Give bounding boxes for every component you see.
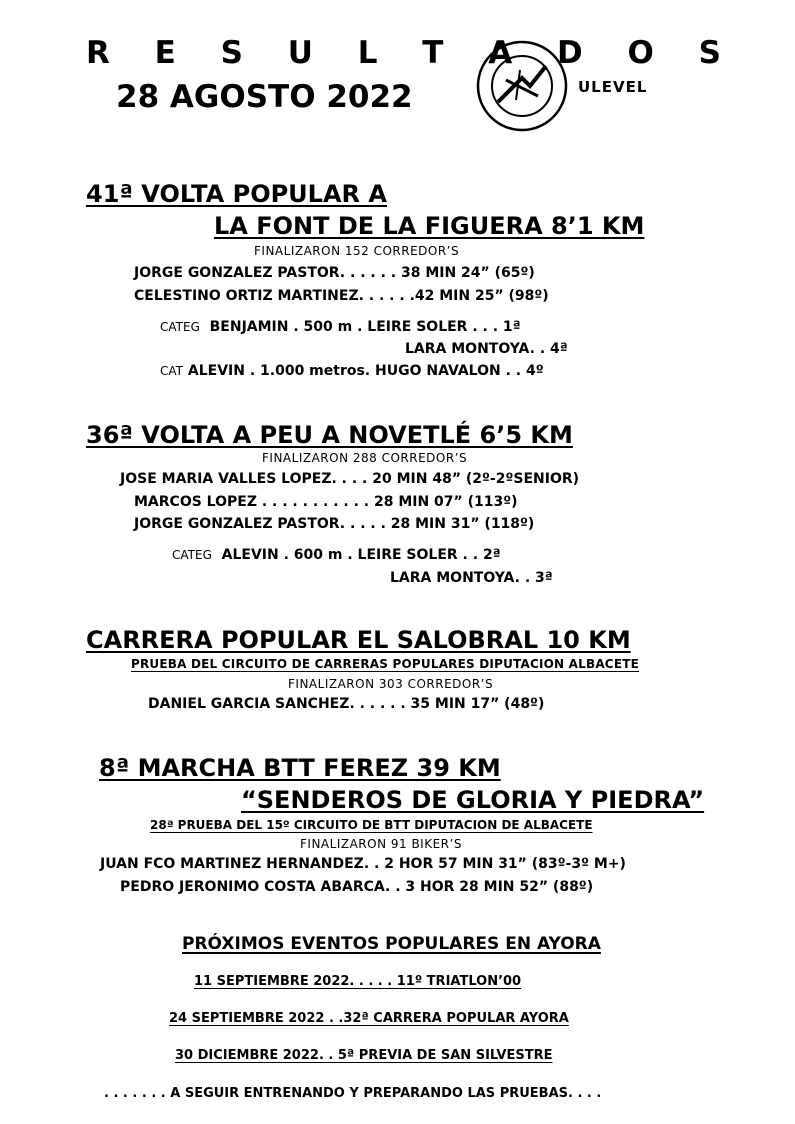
race4-title-line2: “SENDEROS DE GLORIA Y PIEDRA” xyxy=(241,786,705,814)
club-logo-icon xyxy=(476,40,568,132)
race4-result-2: PEDRO JERONIMO COSTA ABARCA. . 3 HOR 28 MIN 52” (88º) xyxy=(120,879,594,895)
race1-title-line2: LA FONT DE LA FIGUERA 8’1 KM xyxy=(214,212,645,240)
race3-title: CARRERA POPULAR EL SALOBRAL 10 KM xyxy=(86,626,631,654)
upcoming-event-3: 30 DICIEMBRE 2022. . 5ª PREVIA DE SAN SILVESTRE xyxy=(175,1048,553,1063)
race2-category-key: CATEG xyxy=(172,548,212,562)
race2-title: 36ª VOLTA A PEU A NOVETLÉ 6’5 KM xyxy=(86,421,573,449)
page-date: 28 AGOSTO 2022 xyxy=(116,79,413,115)
race4-finished: FINALIZARON 91 BIKER’S xyxy=(300,837,462,851)
race1-finished: FINALIZARON 152 CORREDOR’S xyxy=(254,244,460,258)
race3-finished: FINALIZARON 303 CORREDOR’S xyxy=(288,677,494,691)
race1-result-1: JORGE GONZALEZ PASTOR. . . . . . 38 MIN 24” (65º) xyxy=(134,265,535,281)
race4-circuit: 28ª PRUEBA DEL 15º CIRCUITO DE BTT DIPUTACION DE ALBACETE xyxy=(150,818,593,832)
race1-category-1 xyxy=(160,320,521,334)
race1-category-1b: LARA MONTOYA. . 4ª xyxy=(405,341,568,357)
race2-result-1: JOSE MARIA VALLES LOPEZ. . . . 20 MIN 48” (2º-2ºSENIOR) xyxy=(120,471,580,487)
race1-category-2-value: ALEVIN . 1.000 metros. HUGO NAVALON . . 4º xyxy=(187,363,544,379)
race2-category xyxy=(172,548,501,562)
race1-result-2: CELESTINO ORTIZ MARTINEZ. . . . . .42 MIN 25” (98º) xyxy=(134,288,549,304)
race1-category-2 xyxy=(160,364,544,378)
race1-category-1-value: BENJAMIN . 500 m . LEIRE SOLER . . . 1ª xyxy=(209,319,521,335)
race2-category-value: ALEVIN . 600 m . LEIRE SOLER . . 2ª xyxy=(221,547,501,563)
race2-result-3: JORGE GONZALEZ PASTOR. . . . . 28 MIN 31” (118º) xyxy=(134,516,535,532)
race1-category-2-key: CAT xyxy=(160,364,183,378)
race3-result-1: DANIEL GARCIA SANCHEZ. . . . . . 35 MIN 17” (48º) xyxy=(148,696,545,712)
upcoming-event-1: 11 SEPTIEMBRE 2022. . . . . 11º TRIATLON’00 xyxy=(194,974,522,989)
race1-category-1-key: CATEG xyxy=(160,320,200,334)
race4-title-line1: 8ª MARCHA BTT FEREZ 39 KM xyxy=(99,754,501,782)
race3-circuit: PRUEBA DEL CIRCUITO DE CARRERAS POPULARES DIPUTACION ALBACETE xyxy=(131,657,639,671)
closing-message: . . . . . . . A SEGUIR ENTRENANDO Y PREPARANDO LAS PRUEBAS. . . . xyxy=(104,1086,602,1101)
race1-title-line1: 41ª VOLTA POPULAR A xyxy=(86,180,387,208)
race2-finished: FINALIZARON 288 CORREDOR’S xyxy=(262,451,468,465)
page-title: R E S U L T A D O S xyxy=(86,35,738,71)
race2-category-b: LARA MONTOYA. . 3ª xyxy=(390,570,553,586)
upcoming-event-2: 24 SEPTIEMBRE 2022 . .32ª CARRERA POPULAR AYORA xyxy=(169,1011,569,1026)
upcoming-title: PRÓXIMOS EVENTOS POPULARES EN AYORA xyxy=(182,934,601,954)
sponsor-logo: ULEVEL xyxy=(578,78,648,96)
race2-result-2: MARCOS LOPEZ . . . . . . . . . . . 28 MIN 07” (113º) xyxy=(134,494,518,510)
club-logo xyxy=(476,40,568,132)
race4-result-1: JUAN FCO MARTINEZ HERNANDEZ. . 2 HOR 57 MIN 31” (83º-3º M+) xyxy=(100,856,626,872)
